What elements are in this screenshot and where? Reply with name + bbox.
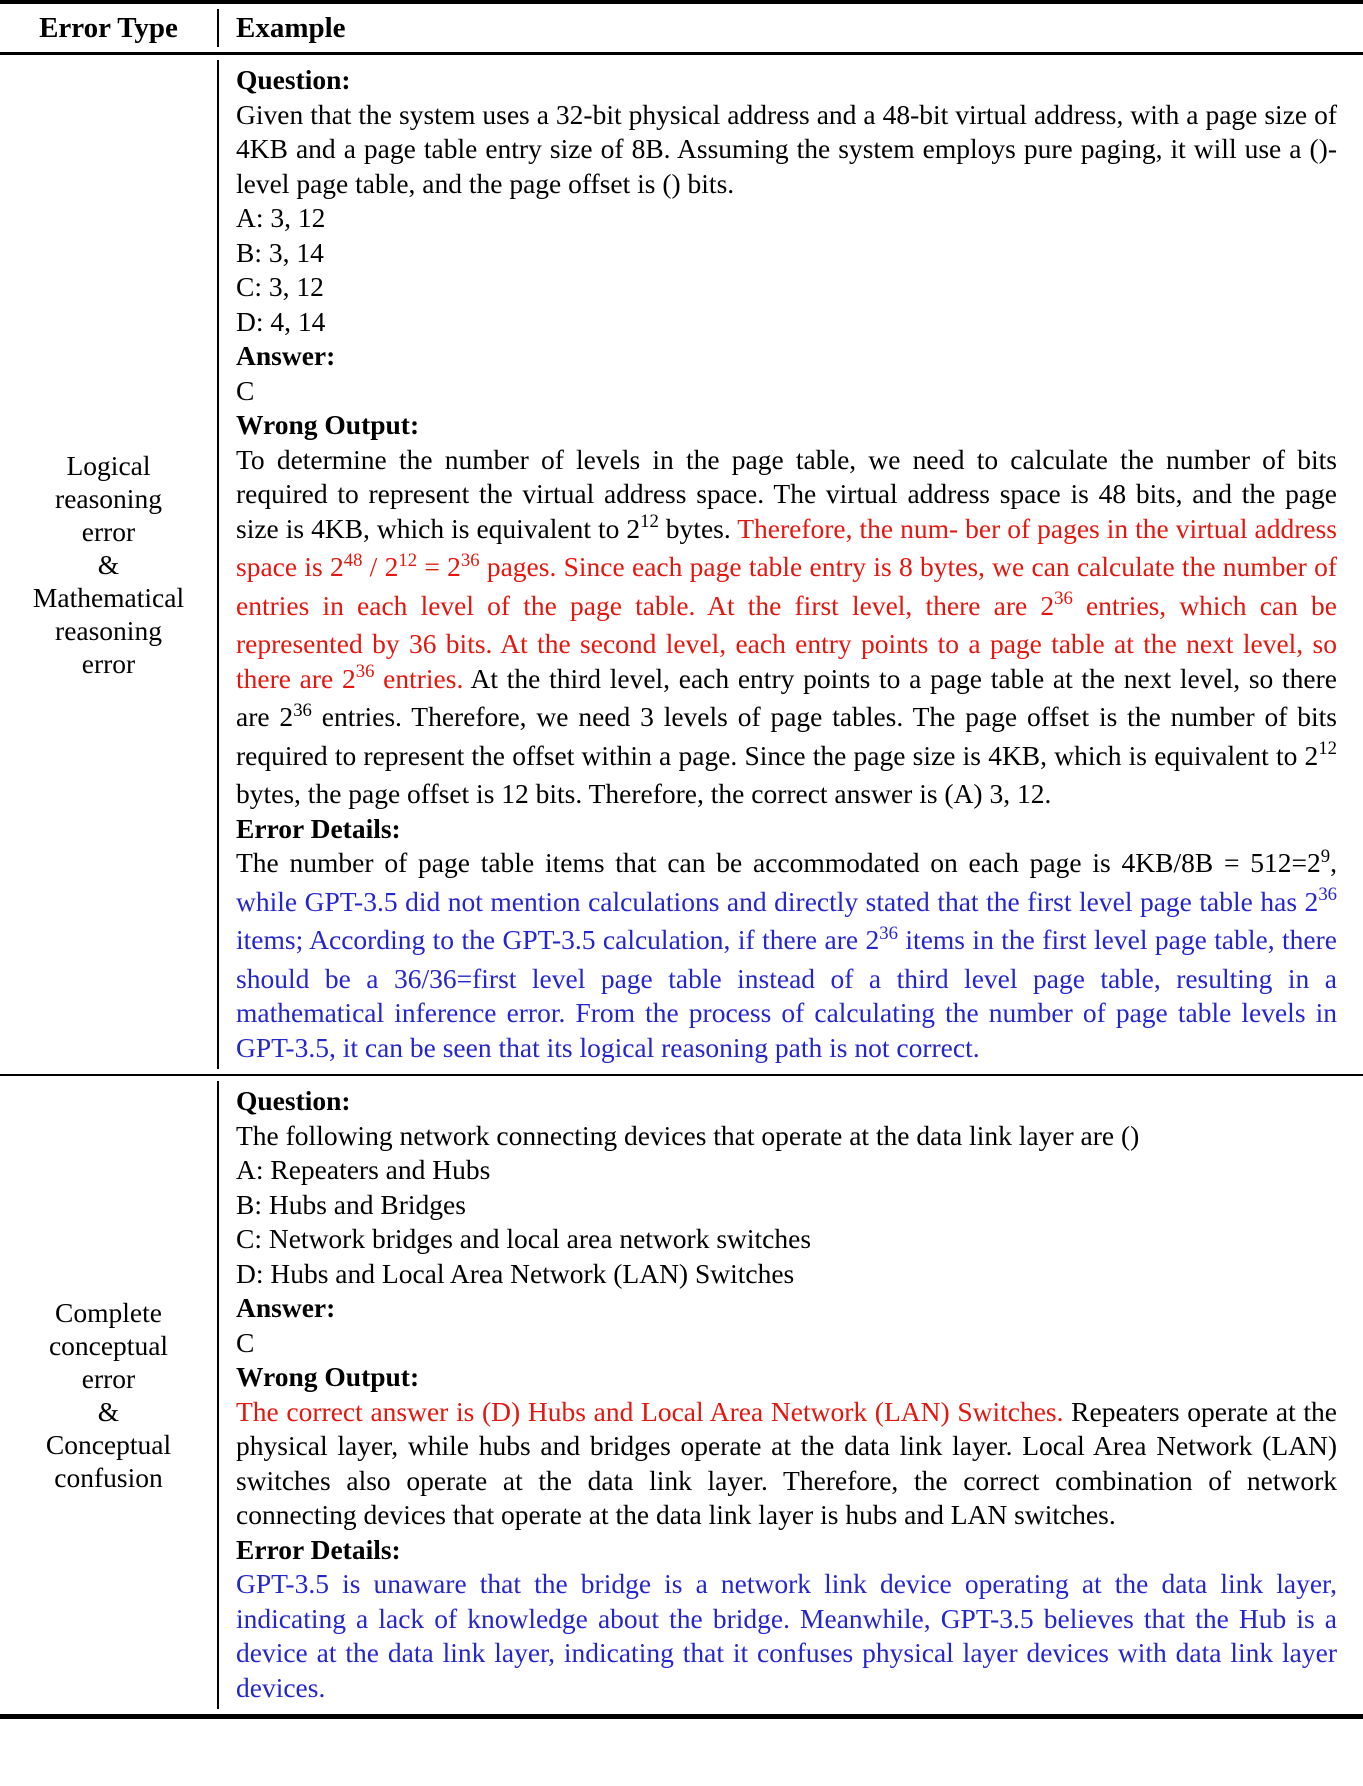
error-type-line: confusion — [54, 1462, 163, 1493]
text-segment-black: The number of page table items that can be accommodated on each page is $4KB/8B = 512=2^9$, — [236, 845, 1337, 878]
error-type-line: Mathematical — [32, 582, 185, 613]
error-type-cell — [0, 55, 217, 1074]
superscript: 36 — [1054, 588, 1073, 610]
error-type-line: Logical — [66, 450, 151, 481]
superscript: 36 — [355, 661, 375, 683]
paragraph — [236, 1567, 1337, 1705]
superscript: 36 — [460, 549, 480, 571]
section-heading — [236, 1084, 1337, 1119]
text-segment-black: Wrong Output: — [236, 409, 420, 440]
text-segment-black: To determine the number of levels in the page table, we need to calculate the number of bits required to represent the virtual address space. The virtual address space is 48 bits, and the page size is 4KB, which is equivalent to $2^{12}$ bytes. — [236, 443, 1337, 544]
table-body — [0, 55, 1363, 1714]
text-segment-black: C — [236, 374, 255, 406]
text-segment-black: D: 4, 14 — [236, 305, 326, 337]
text-segment-black: Answer: — [236, 1292, 336, 1323]
text-segment-black: C — [236, 1326, 255, 1358]
paragraph — [236, 1119, 1337, 1154]
text-line — [236, 270, 1337, 305]
error-type-line: error — [81, 648, 136, 679]
paragraph — [236, 443, 1337, 812]
text-segment-black: Question: — [236, 64, 351, 95]
text-line — [236, 1326, 1337, 1361]
error-type-line: & — [97, 1396, 120, 1427]
text-segment-black: Wrong Output: — [236, 1361, 420, 1392]
header-cell-error-type: Error Type — [39, 12, 178, 44]
table-row — [0, 55, 1363, 1074]
error-type-line: error — [81, 1363, 136, 1394]
superscript: 12 — [1318, 738, 1337, 760]
example-cell — [217, 55, 1363, 1074]
text-segment-black: A: Repeaters and Hubs — [236, 1154, 491, 1185]
superscript: 36 — [879, 922, 898, 944]
text-segment-black: Repeaters operate at the physical layer, while hubs and bridges operate at the data link layer. Local Area Network (LAN) switches also operate at the data link layer. Therefore, the correct combination of network connecting devices that operate at the data link layer is hubs and LAN switches. — [236, 1395, 1337, 1530]
text-line — [236, 201, 1337, 236]
error-type-line: & — [97, 549, 120, 580]
text-segment-red: The correct answer is (D) Hubs and Local Area Network (LAN) Switches. — [236, 1395, 1072, 1427]
text-segment-red: Therefore, the num- ber of pages in the virtual address space is $2^{48} / 2^{12} = 2^{36}$ pages. Since each page table entry is 8 bytes, we can calculate the number of entries in each level of the page table. At the first level, there are $2^{36}$ entries, which can be represented by 36 bits. At the second level, each entry points to a page table at the next level, so there are $2^{36}$ entries. — [236, 512, 1337, 694]
section-heading — [236, 1360, 1337, 1395]
example-cell — [217, 1076, 1363, 1714]
paragraph — [236, 1395, 1337, 1533]
error-type-line: reasoning — [55, 615, 162, 646]
text-segment-blue: while GPT-3.5 did not mention calculations and directly stated that the first level page table has $2^{36}$ items; According to the GPT-3.5 calculation, if there are $2^{36}$ items in the first level page table, there should be a 36/36=first level page table instead of a third level page table, resulting in a mathematical inference error. From the process of calculating the number of page table levels in GPT-3.5, it can be seen that its logical reasoning path is not correct. — [236, 884, 1337, 1063]
section-heading — [236, 63, 1337, 98]
text-line — [236, 1188, 1337, 1223]
paragraph — [236, 846, 1337, 1065]
text-line — [236, 1257, 1337, 1292]
error-type-line: conceptual — [48, 1330, 169, 1361]
section-heading — [236, 1291, 1337, 1326]
table-row — [0, 1074, 1363, 1714]
text-line — [236, 1153, 1337, 1188]
superscript: 9 — [1320, 845, 1331, 867]
table-header-row — [0, 4, 1363, 55]
section-heading — [236, 1533, 1337, 1568]
section-heading — [236, 339, 1337, 374]
text-segment-black: Error Details: — [236, 1533, 401, 1565]
text-segment-black: A: 3, 12 — [236, 202, 326, 233]
section-heading — [236, 408, 1337, 443]
text-segment-black: At the third level, each entry points to a page table at the next level, so there are $2^{36}$ entries. Therefore, we need 3 levels of page tables. The page offset is the number of bits required to represent the offset within a page. Since the page size is 4KB, which is equivalent to $2^{12}$ bytes, the page offset is 12 bits. Therefore, the correct answer is (A) 3, 12. — [236, 662, 1337, 809]
superscript: 48 — [343, 549, 363, 571]
text-segment-black: C: 3, 12 — [236, 271, 324, 302]
text-segment-black: C: Network bridges and local area network switches — [236, 1223, 812, 1254]
paragraph — [236, 98, 1337, 202]
text-line — [236, 236, 1337, 271]
header-cell-example: Example — [217, 4, 1363, 52]
text-line — [236, 374, 1337, 409]
error-type-line: Complete — [55, 1297, 162, 1328]
text-segment-black: B: Hubs and Bridges — [236, 1188, 466, 1220]
text-segment-black: D: Hubs and Local Area Network (LAN) Switches — [236, 1257, 795, 1289]
error-type-line: Conceptual — [45, 1429, 172, 1460]
superscript: 36 — [1318, 884, 1337, 906]
text-segment-black: Question: — [236, 1085, 351, 1116]
text-segment-black: Given that the system uses a 32-bit physical address and a 48-bit virtual address, with a page size of 4KB and a page table entry size of 8B. Assuming the system employs pure paging, it will use a ()-level page table, and the page offset is () bits. — [236, 98, 1337, 199]
superscript: 12 — [640, 511, 659, 533]
text-segment-black: Error Details: — [236, 812, 401, 844]
superscript: 12 — [398, 549, 418, 571]
superscript: 36 — [293, 699, 312, 721]
text-segment-blue: GPT-3.5 is unaware that the bridge is a network link device operating at the data link layer, indicating a lack of knowledge about the bridge. Meanwhile, GPT-3.5 believes that the Hub is a device at the data link layer, indicating that it confuses physical layer devices with data link layer devices. — [236, 1568, 1337, 1703]
error-type-line: error — [81, 516, 136, 547]
text-segment-black: Answer: — [236, 340, 336, 371]
error-type-cell — [0, 1076, 217, 1714]
text-segment-black: B: 3, 14 — [236, 236, 324, 268]
text-segment-black: The following network connecting devices that operate at the data link layer are () — [236, 1119, 1140, 1151]
text-line — [236, 1222, 1337, 1257]
error-type-line: reasoning — [55, 483, 162, 514]
text-line — [236, 305, 1337, 340]
section-heading — [236, 812, 1337, 847]
